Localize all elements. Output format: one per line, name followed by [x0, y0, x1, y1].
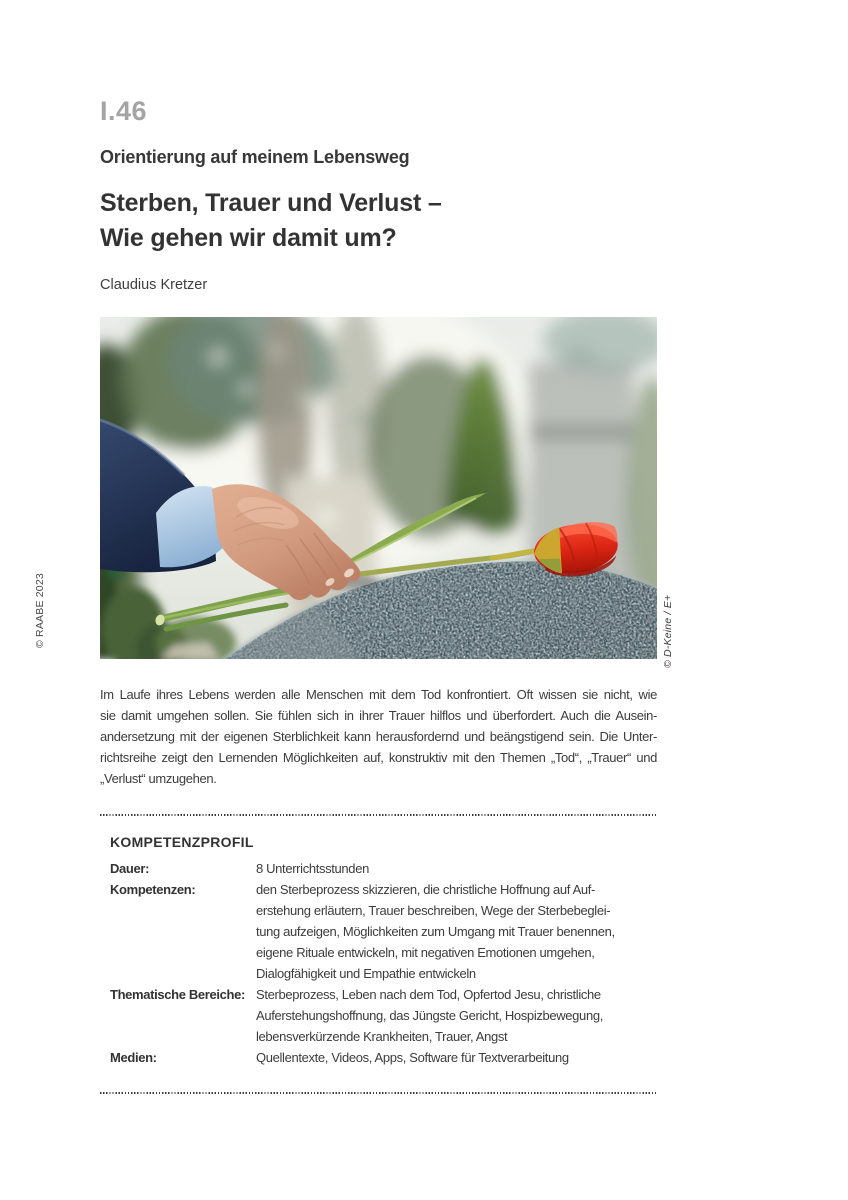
article-photo [100, 317, 657, 659]
photo-credit: © D-Keine / E+ [662, 594, 674, 668]
kompetenz-row-value [256, 879, 657, 984]
paragraph-line: richtsreihe zeigt den Lernenden Möglichkeiten auf, konstruktiv mit den Themen „Tod“, „Trauer“ und [100, 750, 657, 765]
paragraph-line: Im Laufe ihres Lebens werden alle Menschen mit dem Tod konfrontiert. Oft wissen sie nicht, wie [100, 687, 657, 702]
kompetenz-row-label: Medien: [110, 1050, 157, 1065]
paragraph-line: andersetzung mit der eigenen Sterblichkeit kann herausfordernd und beängstigend sein. Die Unter- [100, 729, 657, 744]
kompetenz-value-line: Dialogfähigkeit und Empathie entwickeln [256, 966, 476, 981]
section-number: I.46 [100, 96, 148, 126]
page-title [100, 186, 442, 256]
kompetenz-value-line: Sterbeprozess, Leben nach dem Tod, Opfertod Jesu, christliche [256, 987, 601, 1002]
cemetery-photo-illustration [100, 317, 657, 659]
page-title-line1: Sterben, Trauer und Verlust – [100, 189, 442, 217]
kompetenz-value-line: 8 Unterrichtsstunden [256, 861, 369, 876]
page-title-line2: Wie gehen wir damit um? [100, 224, 397, 252]
kompetenz-value-line: Quellentexte, Videos, Apps, Software für Textverarbeitung [256, 1050, 569, 1065]
intro-paragraph [100, 684, 657, 789]
kompetenz-value-line: erstehung erläutern, Trauer beschreiben, Wege der Sterbebeglei- [256, 903, 611, 918]
kompetenz-value-line: den Sterbeprozess skizzieren, die christliche Hoffnung auf Auf- [256, 882, 596, 897]
kompetenz-value-line: lebensverkürzende Krankheiten, Trauer, Angst [256, 1029, 508, 1044]
paragraph-line: sie damit umgehen sollen. Sie fühlen sich in ihrer Trauer hilflos und überfordert. Auch die Ausein- [100, 708, 657, 723]
author-name: Claudius Kretzer [100, 277, 208, 293]
kompetenz-row-value [256, 984, 657, 1047]
kompetenz-value-line: Auferstehungshoffnung, das Jüngste Gericht, Hospizbewegung, [256, 1008, 603, 1023]
kompetenz-row-label: Kompetenzen: [110, 882, 196, 897]
kompetenz-row-label: Dauer: [110, 861, 150, 876]
kompetenz-value-line: tung aufzeigen, Möglichkeiten zum Umgang mit Trauer benennen, [256, 924, 615, 939]
kompetenz-value-line: eigene Rituale entwickeln, mit negativen Emotionen umgehen, [256, 945, 595, 960]
series-title: Orientierung auf meinem Lebensweg [100, 147, 410, 167]
paragraph-line: „Verlust“ umzugehen. [100, 771, 217, 786]
kompetenzprofil-heading: KOMPETENZPROFIL [110, 834, 254, 850]
dotted-divider-top [100, 814, 657, 816]
dotted-divider-bottom [100, 1092, 657, 1094]
kompetenz-table [110, 858, 657, 1068]
kompetenz-row-value [256, 1047, 657, 1068]
kompetenz-row-value [256, 858, 657, 879]
kompetenz-row-label: Thematische Bereiche: [110, 987, 245, 1002]
publisher-copyright: © RAABE 2023 [34, 573, 46, 648]
